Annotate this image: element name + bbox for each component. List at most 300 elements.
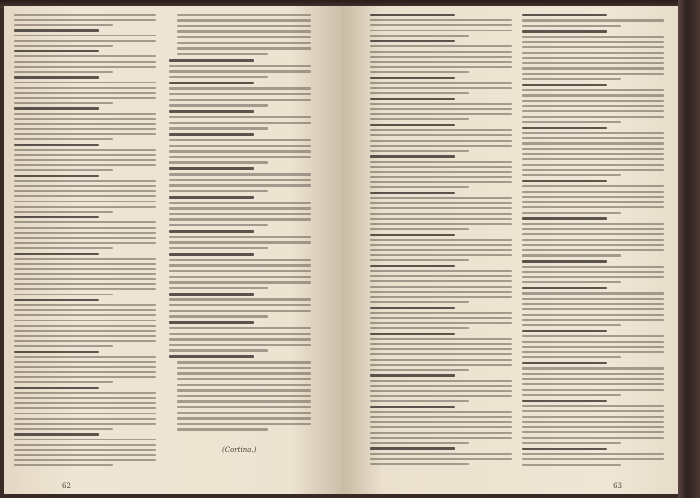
text-line [370, 343, 512, 345]
text-line [14, 288, 156, 290]
text-line [370, 24, 512, 26]
text-line [14, 392, 156, 394]
text-line [370, 348, 512, 350]
speaker-name [14, 253, 99, 255]
text-line [14, 102, 113, 104]
text-line [370, 301, 469, 303]
text-line [370, 421, 512, 423]
speaker-name [169, 82, 254, 85]
text-line [370, 35, 469, 37]
speaker-name [370, 406, 455, 408]
text-line [169, 104, 268, 106]
text-line [169, 333, 311, 335]
speaker-name [169, 321, 254, 324]
text-line [177, 19, 311, 21]
text-line [522, 276, 664, 278]
text-line [522, 100, 664, 102]
speaker-name [14, 387, 99, 389]
speaker-name [522, 330, 607, 332]
text-line [370, 186, 469, 188]
text-line [169, 247, 268, 249]
text-line [14, 195, 156, 197]
text-line [522, 19, 664, 21]
text-line [522, 410, 664, 412]
text-line [177, 406, 311, 408]
speaker-name [522, 260, 607, 262]
text-line [370, 129, 512, 131]
text-line [14, 24, 113, 26]
text-line [522, 314, 664, 316]
text-line [169, 179, 311, 181]
text-line [169, 202, 311, 204]
text-line [177, 361, 311, 363]
text-line [522, 356, 621, 358]
text-line [169, 70, 311, 72]
speaker-name [370, 77, 455, 79]
text-line [370, 56, 512, 58]
text-line [522, 458, 664, 460]
speaker-name [522, 217, 607, 219]
curtain-note: (Cortina.) [222, 446, 257, 454]
text-line [370, 134, 512, 136]
text-line [370, 161, 512, 163]
right-page-column-2 [522, 12, 664, 467]
text-line [169, 218, 311, 220]
text-line [522, 206, 664, 208]
text-line [14, 423, 156, 425]
text-line [370, 30, 512, 32]
text-line [14, 211, 113, 213]
speaker-name [169, 196, 254, 199]
text-line [14, 232, 156, 234]
text-line [169, 99, 311, 101]
text-line [370, 380, 512, 382]
text-line [14, 190, 156, 192]
text-line [14, 258, 156, 260]
text-line [14, 444, 156, 446]
speaker-name [370, 307, 455, 309]
text-line [370, 239, 512, 241]
text-line [370, 426, 512, 428]
text-line [14, 82, 156, 84]
text-line [169, 344, 311, 346]
text-line [370, 140, 512, 142]
text-line [169, 127, 268, 129]
text-line [370, 176, 512, 178]
text-line [169, 241, 311, 243]
text-line [370, 275, 512, 277]
text-line [14, 45, 113, 47]
text-line [14, 345, 113, 347]
text-line [370, 286, 512, 288]
speaker-name [522, 30, 607, 32]
text-line [177, 412, 311, 414]
text-line [177, 423, 311, 425]
text-line [370, 395, 512, 397]
text-line [169, 76, 268, 78]
text-line [370, 364, 512, 366]
text-line [169, 213, 311, 215]
text-line [370, 51, 512, 53]
text-line [14, 325, 156, 327]
text-line [522, 271, 664, 273]
text-line [177, 14, 311, 16]
text-line [522, 319, 664, 321]
speaker-name [522, 84, 607, 86]
text-line [169, 264, 311, 266]
text-line [14, 123, 156, 125]
speaker-name [370, 234, 455, 236]
text-line [370, 259, 469, 261]
text-line [370, 103, 512, 105]
text-line [522, 341, 664, 343]
text-line [370, 223, 512, 225]
text-line [14, 159, 156, 161]
text-line [522, 244, 664, 246]
speaker-name [522, 448, 607, 450]
text-line [522, 67, 664, 69]
text-line [177, 428, 268, 430]
text-line [370, 416, 512, 418]
text-line [177, 36, 311, 38]
text-line [522, 191, 664, 193]
text-line [522, 121, 621, 123]
text-line [522, 442, 621, 444]
text-line [522, 57, 664, 59]
text-line [14, 40, 156, 42]
text-line [14, 169, 113, 171]
text-line [14, 283, 156, 285]
text-line [169, 156, 311, 158]
text-line [522, 41, 664, 43]
text-line [522, 196, 664, 198]
text-line [522, 249, 664, 251]
text-line [14, 459, 156, 461]
text-line [370, 197, 512, 199]
text-line [522, 426, 664, 428]
text-line [14, 133, 156, 135]
text-line [370, 228, 469, 230]
speaker-name [522, 362, 607, 364]
text-line [522, 153, 664, 155]
text-line [522, 105, 664, 107]
speaker-name [14, 50, 99, 52]
text-line [169, 327, 311, 329]
text-line [177, 25, 311, 27]
text-line [14, 407, 156, 409]
text-line [169, 276, 311, 278]
text-line [370, 369, 469, 371]
text-line [177, 42, 311, 44]
left-page-column-2 [169, 12, 311, 432]
text-line [14, 66, 156, 68]
text-line [177, 400, 311, 402]
text-line [370, 359, 512, 361]
text-line [14, 402, 156, 404]
text-line [370, 442, 469, 444]
text-line [370, 270, 512, 272]
text-line [370, 61, 512, 63]
text-line [177, 384, 311, 386]
text-line [522, 405, 664, 407]
text-line [522, 416, 664, 418]
text-line [169, 190, 268, 192]
text-line [370, 453, 512, 455]
text-line [522, 228, 664, 230]
text-line [370, 218, 512, 220]
book-spread [4, 6, 680, 494]
text-line [522, 142, 664, 144]
text-line [14, 309, 156, 311]
text-line [370, 400, 469, 402]
text-line [522, 437, 664, 439]
text-line [522, 453, 664, 455]
text-line [522, 351, 664, 353]
speaker-name [14, 175, 99, 177]
speaker-name [14, 433, 99, 435]
text-line [169, 298, 311, 300]
text-line [14, 376, 156, 378]
text-line [14, 154, 156, 156]
speaker-name [14, 29, 99, 31]
text-line [370, 353, 512, 355]
text-line [370, 458, 512, 460]
text-line [522, 62, 664, 64]
text-line [177, 47, 311, 49]
text-line [14, 263, 156, 265]
speaker-name [370, 98, 455, 100]
text-line [522, 89, 664, 91]
text-line [370, 45, 512, 47]
text-line [370, 66, 512, 68]
speaker-name [370, 40, 455, 42]
speaker-name [169, 59, 254, 62]
binding-right-edge [678, 0, 700, 498]
text-line [370, 166, 512, 168]
speaker-name [522, 400, 607, 402]
text-line [169, 287, 268, 289]
speaker-name [370, 333, 455, 335]
text-line [14, 71, 113, 73]
text-line [370, 322, 512, 324]
text-line [522, 346, 664, 348]
text-line [522, 308, 664, 310]
text-line [370, 207, 512, 209]
text-line [522, 378, 664, 380]
text-line [370, 181, 512, 183]
speaker-name [169, 167, 254, 170]
text-line [169, 145, 311, 147]
text-line [522, 110, 664, 112]
text-line [14, 314, 156, 316]
text-line [370, 19, 512, 21]
text-line [370, 296, 512, 298]
text-line [169, 65, 311, 67]
text-line [522, 164, 664, 166]
text-line [370, 71, 469, 73]
speaker-name [14, 216, 99, 218]
text-line [522, 383, 664, 385]
text-line [522, 233, 664, 235]
text-line [14, 242, 156, 244]
text-line [522, 25, 621, 27]
text-line [14, 138, 113, 140]
text-line [14, 304, 156, 306]
text-line [370, 317, 512, 319]
text-line [522, 464, 621, 466]
text-line [14, 149, 156, 151]
text-line [522, 73, 664, 75]
text-line [14, 221, 156, 223]
text-line [522, 52, 664, 54]
text-line [522, 239, 664, 241]
text-line [14, 128, 156, 130]
text-line [522, 389, 664, 391]
text-line [169, 139, 311, 141]
speaker-name [169, 133, 254, 136]
text-line [370, 437, 512, 439]
text-line [370, 145, 512, 147]
text-line [14, 464, 113, 466]
text-line [14, 164, 156, 166]
text-line [522, 421, 664, 423]
speaker-name [370, 192, 455, 194]
text-line [370, 244, 512, 246]
text-line [522, 36, 664, 38]
text-line [522, 212, 621, 214]
text-line [169, 93, 311, 95]
text-line [177, 367, 311, 369]
speaker-name [370, 447, 455, 449]
text-line [14, 97, 156, 99]
text-line [522, 373, 664, 375]
page-number-left: 62 [62, 482, 71, 490]
text-line [14, 247, 113, 249]
text-line [522, 185, 664, 187]
text-line [14, 35, 156, 37]
text-line [177, 378, 311, 380]
text-line [522, 266, 664, 268]
text-line [370, 171, 512, 173]
text-line [14, 206, 156, 208]
text-line [522, 158, 664, 160]
text-line [169, 150, 311, 152]
text-line [370, 327, 469, 329]
speaker-name [14, 76, 99, 78]
speaker-name [14, 107, 99, 109]
text-line [370, 312, 512, 314]
text-line [14, 428, 113, 430]
speaker-name [370, 265, 455, 267]
text-line [14, 92, 156, 94]
text-line [169, 281, 311, 283]
text-line [14, 413, 156, 415]
speaker-name [169, 110, 254, 113]
text-line [169, 87, 311, 89]
text-line [370, 108, 512, 110]
text-line [14, 118, 156, 120]
text-line [169, 310, 311, 312]
speaker-name [14, 351, 99, 353]
text-line [370, 213, 512, 215]
text-line [169, 315, 268, 317]
text-line [14, 356, 156, 358]
text-line [14, 294, 113, 296]
text-line [370, 338, 512, 340]
text-line [169, 236, 311, 238]
text-line [522, 78, 621, 80]
text-line [169, 259, 311, 261]
text-line [370, 249, 512, 251]
page-number-right: 63 [613, 482, 622, 490]
text-line [169, 161, 268, 163]
right-page-column-1 [370, 12, 512, 467]
left-page [4, 6, 342, 494]
right-page [342, 6, 680, 494]
speaker-name [169, 230, 254, 233]
text-line [14, 273, 156, 275]
text-line [522, 137, 664, 139]
text-line [522, 132, 664, 134]
text-line [370, 390, 512, 392]
text-line [169, 173, 311, 175]
text-line [522, 254, 621, 256]
text-line [370, 92, 469, 94]
text-line [177, 53, 268, 55]
text-line [169, 338, 311, 340]
text-line [370, 82, 512, 84]
text-line [14, 180, 156, 182]
text-line [522, 148, 664, 150]
text-line [169, 207, 311, 209]
text-line [522, 335, 664, 337]
text-line [14, 55, 156, 57]
text-line [14, 227, 156, 229]
text-line [14, 61, 156, 63]
text-line [370, 432, 512, 434]
text-line [522, 303, 664, 305]
speaker-name [370, 14, 455, 16]
text-line [169, 122, 311, 124]
text-line [14, 201, 156, 203]
text-line [522, 298, 664, 300]
speaker-name [370, 155, 455, 157]
text-line [522, 169, 664, 171]
text-line [522, 201, 664, 203]
speaker-name [169, 253, 254, 256]
text-line [169, 304, 311, 306]
text-line [522, 431, 664, 433]
text-line [14, 278, 156, 280]
text-line [177, 417, 311, 419]
speaker-name [14, 144, 99, 146]
text-line [370, 118, 469, 120]
text-line [522, 324, 621, 326]
text-line [370, 150, 469, 152]
text-line [14, 237, 156, 239]
speaker-name [370, 374, 455, 376]
text-line [522, 292, 664, 294]
text-line [370, 411, 512, 413]
text-line [522, 394, 621, 396]
text-line [370, 385, 512, 387]
text-line [169, 184, 311, 186]
speaker-name [370, 124, 455, 126]
text-line [522, 367, 664, 369]
text-line [370, 463, 469, 465]
text-line [370, 254, 512, 256]
text-line [370, 291, 512, 293]
